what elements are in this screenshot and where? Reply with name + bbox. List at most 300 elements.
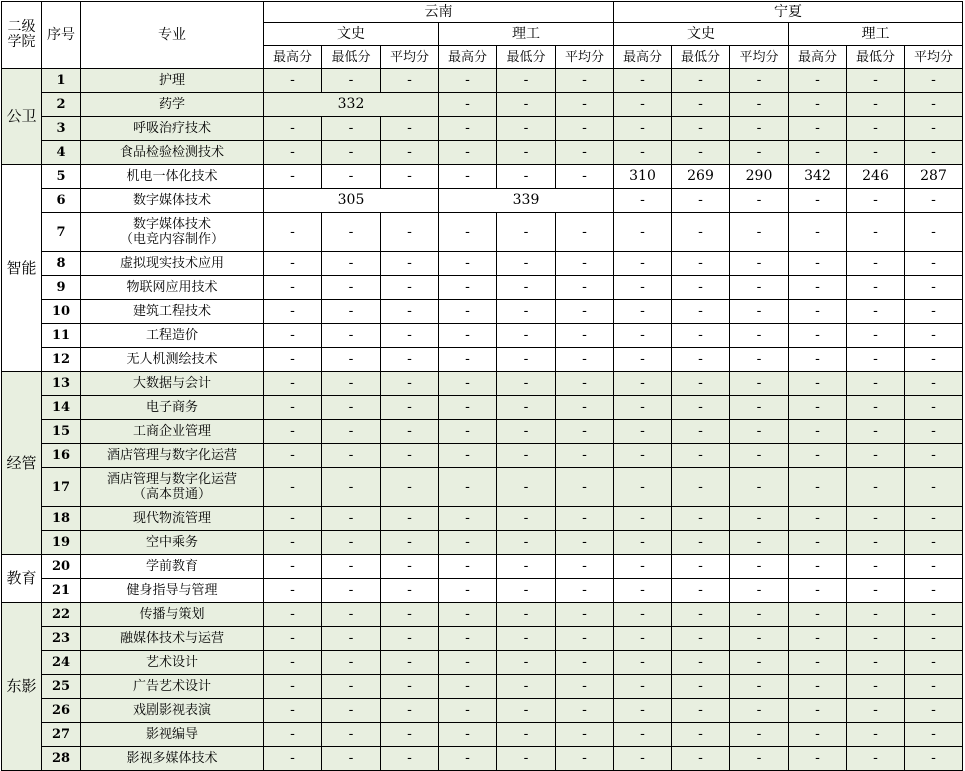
score-cell: - [730, 189, 789, 213]
score-cell: - [789, 213, 847, 252]
score-cell: - [614, 189, 672, 213]
score-cell: - [614, 348, 672, 372]
score-cell: - [497, 117, 556, 141]
major-name [81, 213, 264, 252]
score-cell: - [730, 675, 789, 699]
score-cell: - [556, 213, 614, 252]
score-cell: 305 [264, 189, 439, 213]
score-cell: - [556, 117, 614, 141]
major-name-line1: 空中乘务 [145, 535, 198, 550]
score-cell: - [497, 555, 556, 579]
score-cell: - [905, 324, 963, 348]
score-cell: - [905, 141, 963, 165]
score-cell: - [439, 396, 497, 420]
score-cell: - [381, 348, 439, 372]
table-row [2, 699, 963, 723]
header-seq: 序号 [42, 2, 81, 69]
score-cell: - [497, 531, 556, 555]
table-row [2, 117, 963, 141]
score-cell: - [905, 252, 963, 276]
score-cell: - [497, 444, 556, 468]
header-track: 理工 [789, 23, 963, 46]
major-name-line1: 广告艺术设计 [132, 679, 211, 694]
score-cell: - [439, 372, 497, 396]
score-cell: - [789, 117, 847, 141]
score-cell: - [789, 300, 847, 324]
score-cell: - [672, 507, 730, 531]
major-name-line1: 酒店管理与数字化运营 [106, 472, 237, 487]
score-cell: - [497, 348, 556, 372]
score-cell: - [614, 627, 672, 651]
score-cell: - [322, 603, 381, 627]
major-name-line1: 现代物流管理 [132, 511, 211, 526]
header-score-min: 最低分 [847, 46, 905, 69]
score-cell: - [847, 189, 905, 213]
score-cell: - [905, 699, 963, 723]
score-cell: - [322, 276, 381, 300]
score-cell: 332 [264, 93, 439, 117]
score-cell: - [264, 531, 322, 555]
score-cell: - [439, 141, 497, 165]
score-cell: - [789, 189, 847, 213]
score-cell: - [730, 117, 789, 141]
score-cell: - [381, 165, 439, 189]
score-cell: - [730, 69, 789, 93]
score-cell: - [614, 468, 672, 507]
score-cell: - [905, 117, 963, 141]
score-cell: - [322, 507, 381, 531]
score-cell: - [847, 348, 905, 372]
score-cell: - [439, 723, 497, 747]
score-cell: - [730, 747, 789, 771]
score-cell: - [847, 699, 905, 723]
row-number: 21 [42, 579, 81, 603]
row-number: 17 [42, 468, 81, 507]
table-row [2, 507, 963, 531]
score-cell: - [789, 603, 847, 627]
score-cell: - [556, 420, 614, 444]
score-cell: - [439, 213, 497, 252]
score-cell: - [264, 651, 322, 675]
table-row [2, 324, 963, 348]
score-cell: - [789, 699, 847, 723]
major-name [81, 348, 264, 372]
score-cell: - [789, 555, 847, 579]
score-cell: - [905, 507, 963, 531]
score-cell: - [322, 579, 381, 603]
header-score-max: 最高分 [264, 46, 322, 69]
score-cell: - [847, 747, 905, 771]
score-cell: - [381, 468, 439, 507]
score-cell: - [264, 141, 322, 165]
score-cell: - [322, 675, 381, 699]
header-track: 理工 [439, 23, 614, 46]
score-cell: - [439, 507, 497, 531]
score-cell: - [905, 396, 963, 420]
score-cell: - [497, 603, 556, 627]
score-cell: - [497, 723, 556, 747]
score-cell: - [264, 747, 322, 771]
score-cell: - [847, 627, 905, 651]
score-cell: - [730, 348, 789, 372]
header-dept [2, 2, 42, 69]
major-name-line1: 机电一体化技术 [126, 169, 218, 184]
major-name [81, 276, 264, 300]
score-cell: - [381, 675, 439, 699]
table-row [2, 300, 963, 324]
score-cell: - [497, 165, 556, 189]
score-cell: - [672, 444, 730, 468]
score-cell: - [264, 396, 322, 420]
major-name-line1: 学前教育 [145, 559, 198, 574]
score-cell: - [381, 747, 439, 771]
score-cell: - [439, 675, 497, 699]
score-cell: - [381, 396, 439, 420]
score-cell: - [905, 300, 963, 324]
score-cell: - [556, 555, 614, 579]
score-cell: - [905, 747, 963, 771]
score-cell: - [730, 507, 789, 531]
score-cell: 269 [672, 165, 730, 189]
score-cell: - [439, 69, 497, 93]
score-cell: - [789, 420, 847, 444]
score-cell: - [556, 507, 614, 531]
score-cell: - [497, 507, 556, 531]
score-cell: - [730, 699, 789, 723]
score-cell: - [789, 276, 847, 300]
score-cell: - [264, 699, 322, 723]
row-number: 19 [42, 531, 81, 555]
table-row [2, 69, 963, 93]
score-cell: - [614, 141, 672, 165]
score-cell: - [264, 507, 322, 531]
score-cell: - [730, 627, 789, 651]
row-number: 26 [42, 699, 81, 723]
score-cell: - [672, 117, 730, 141]
score-cell: - [789, 348, 847, 372]
major-name [81, 93, 264, 117]
score-cell: - [789, 627, 847, 651]
score-cell: - [614, 723, 672, 747]
score-cell: - [556, 324, 614, 348]
score-cell: - [556, 276, 614, 300]
major-name-line1: 健身指导与管理 [126, 583, 218, 598]
table-row [2, 252, 963, 276]
major-name [81, 651, 264, 675]
score-cell: - [556, 675, 614, 699]
row-number: 7 [42, 213, 81, 252]
score-cell: - [672, 627, 730, 651]
header-score-avg: 平均分 [730, 46, 789, 69]
major-name [81, 69, 264, 93]
score-cell: - [556, 300, 614, 324]
score-cell: - [847, 117, 905, 141]
score-cell: - [672, 699, 730, 723]
score-cell: - [905, 723, 963, 747]
score-cell: - [789, 651, 847, 675]
score-cell: - [322, 252, 381, 276]
score-cell: - [614, 555, 672, 579]
table-row [2, 396, 963, 420]
score-cell: - [556, 531, 614, 555]
score-cell: - [905, 579, 963, 603]
score-cell: - [905, 468, 963, 507]
score-cell: - [264, 444, 322, 468]
score-cell: - [614, 213, 672, 252]
score-cell: - [847, 444, 905, 468]
score-cell: - [614, 699, 672, 723]
score-cell: - [730, 579, 789, 603]
score-cell: - [556, 372, 614, 396]
major-name-line1: 工程造价 [145, 328, 198, 343]
score-cell: - [847, 531, 905, 555]
header-score-max: 最高分 [789, 46, 847, 69]
score-cell: - [730, 141, 789, 165]
major-name [81, 420, 264, 444]
major-name-line1: 建筑工程技术 [132, 304, 211, 319]
score-cell: - [789, 579, 847, 603]
table-row [2, 444, 963, 468]
major-name-line1: 工商企业管理 [132, 424, 211, 439]
score-cell: - [439, 444, 497, 468]
row-number: 6 [42, 189, 81, 213]
score-cell: - [264, 252, 322, 276]
major-name-line1: 药学 [158, 97, 185, 112]
score-cell: - [497, 300, 556, 324]
major-name [81, 444, 264, 468]
score-cell: - [905, 675, 963, 699]
score-cell: - [556, 165, 614, 189]
header-score-min: 最低分 [322, 46, 381, 69]
table-row [2, 213, 963, 252]
header-region-yunnan: 云南 [264, 2, 614, 23]
score-cell: - [730, 276, 789, 300]
row-number: 5 [42, 165, 81, 189]
major-name [81, 579, 264, 603]
score-cell: - [672, 141, 730, 165]
score-cell: - [614, 252, 672, 276]
major-name [81, 300, 264, 324]
score-cell: - [614, 396, 672, 420]
score-cell: - [672, 603, 730, 627]
score-cell: - [789, 252, 847, 276]
major-name-line1: 大数据与会计 [132, 376, 211, 391]
admission-score-table [1, 1, 963, 771]
major-name-line2: （电竞内容制作） [119, 232, 224, 247]
major-name-line1: 食品检验检测技术 [119, 145, 224, 160]
score-cell: - [614, 579, 672, 603]
header-region-ningxia: 宁夏 [614, 2, 963, 23]
score-cell: - [439, 531, 497, 555]
score-cell: - [905, 444, 963, 468]
score-cell: - [497, 213, 556, 252]
table-row [2, 675, 963, 699]
score-cell: - [847, 324, 905, 348]
score-cell: - [556, 348, 614, 372]
score-cell: - [556, 747, 614, 771]
score-cell: - [497, 651, 556, 675]
score-cell: 342 [789, 165, 847, 189]
major-name-line1: 物联网应用技术 [126, 280, 218, 295]
major-name-line1: 影视多媒体技术 [126, 751, 218, 766]
score-cell: - [322, 324, 381, 348]
score-cell: - [905, 348, 963, 372]
score-cell: - [614, 372, 672, 396]
table-row [2, 276, 963, 300]
score-cell: - [381, 603, 439, 627]
score-cell: - [264, 276, 322, 300]
header-score-avg: 平均分 [905, 46, 963, 69]
row-number: 28 [42, 747, 81, 771]
score-cell: - [614, 117, 672, 141]
score-cell: - [264, 324, 322, 348]
score-cell: - [497, 372, 556, 396]
score-cell: - [322, 396, 381, 420]
score-cell: - [381, 300, 439, 324]
score-cell: - [322, 420, 381, 444]
score-cell: - [381, 213, 439, 252]
major-name-line1: 数字媒体技术 [132, 217, 211, 232]
score-cell: - [439, 579, 497, 603]
table-row [2, 627, 963, 651]
score-cell: - [905, 420, 963, 444]
score-cell: - [730, 396, 789, 420]
score-cell: - [905, 603, 963, 627]
score-cell: - [497, 276, 556, 300]
score-cell: - [497, 396, 556, 420]
score-cell: - [381, 507, 439, 531]
score-cell: - [439, 603, 497, 627]
major-name-line1: 融媒体技术与运营 [119, 631, 224, 646]
score-cell: - [614, 324, 672, 348]
score-cell: - [730, 213, 789, 252]
major-name-line1: 影视编导 [145, 727, 198, 742]
score-cell: - [497, 93, 556, 117]
score-cell: - [905, 627, 963, 651]
score-cell: 287 [905, 165, 963, 189]
score-cell: - [672, 651, 730, 675]
score-cell: - [497, 69, 556, 93]
score-cell: - [672, 252, 730, 276]
major-name [81, 141, 264, 165]
row-number: 9 [42, 276, 81, 300]
major-name [81, 627, 264, 651]
score-cell: - [672, 348, 730, 372]
score-cell: - [789, 531, 847, 555]
score-cell: - [439, 93, 497, 117]
score-cell: - [556, 69, 614, 93]
row-number: 25 [42, 675, 81, 699]
score-cell: - [264, 420, 322, 444]
major-name [81, 324, 264, 348]
score-cell: - [672, 555, 730, 579]
row-number: 13 [42, 372, 81, 396]
score-cell: - [730, 531, 789, 555]
header-score-max: 最高分 [614, 46, 672, 69]
major-name-line1: 无人机测绘技术 [126, 352, 218, 367]
score-cell: - [730, 651, 789, 675]
table-row [2, 189, 963, 213]
major-name [81, 468, 264, 507]
score-cell: - [672, 396, 730, 420]
score-cell: - [847, 507, 905, 531]
table-row [2, 723, 963, 747]
major-name [81, 675, 264, 699]
score-cell: - [322, 723, 381, 747]
table-row [2, 348, 963, 372]
score-cell: - [439, 555, 497, 579]
major-name [81, 117, 264, 141]
department-cell: 教育 [2, 555, 42, 603]
score-cell: - [847, 276, 905, 300]
score-cell: 310 [614, 165, 672, 189]
department-cell: 公卫 [2, 69, 42, 165]
score-cell: - [614, 444, 672, 468]
score-cell: - [905, 213, 963, 252]
score-cell: - [322, 117, 381, 141]
score-cell: - [322, 372, 381, 396]
score-cell: - [730, 93, 789, 117]
score-cell: - [497, 252, 556, 276]
score-cell: 290 [730, 165, 789, 189]
score-cell: - [847, 555, 905, 579]
major-name [81, 723, 264, 747]
score-cell: - [789, 93, 847, 117]
score-cell: - [264, 300, 322, 324]
score-cell: - [847, 93, 905, 117]
table-row [2, 468, 963, 507]
score-cell: - [439, 300, 497, 324]
score-cell: - [381, 420, 439, 444]
score-cell: - [264, 723, 322, 747]
score-cell: - [847, 252, 905, 276]
row-number: 18 [42, 507, 81, 531]
score-cell: - [672, 213, 730, 252]
major-name [81, 531, 264, 555]
score-cell: - [322, 651, 381, 675]
score-cell: - [264, 213, 322, 252]
score-cell: - [497, 747, 556, 771]
row-number: 11 [42, 324, 81, 348]
score-cell: - [847, 396, 905, 420]
header-track: 文史 [264, 23, 439, 46]
header-dept-line2: 学院 [7, 34, 36, 50]
table-row [2, 579, 963, 603]
major-name [81, 603, 264, 627]
score-cell: - [614, 93, 672, 117]
score-cell: - [730, 252, 789, 276]
score-cell: - [847, 69, 905, 93]
score-cell: - [672, 372, 730, 396]
major-name [81, 507, 264, 531]
header-dept-line1: 二级 [7, 19, 36, 35]
score-cell: - [322, 69, 381, 93]
score-cell: - [439, 324, 497, 348]
score-cell: - [789, 723, 847, 747]
score-cell: - [556, 603, 614, 627]
major-name [81, 165, 264, 189]
score-cell: - [381, 651, 439, 675]
score-cell: - [381, 699, 439, 723]
header-score-min: 最低分 [497, 46, 556, 69]
score-cell: - [264, 165, 322, 189]
score-cell: - [789, 69, 847, 93]
row-number: 3 [42, 117, 81, 141]
score-cell: - [322, 141, 381, 165]
score-cell: - [789, 372, 847, 396]
score-cell: - [322, 165, 381, 189]
score-cell: - [556, 252, 614, 276]
